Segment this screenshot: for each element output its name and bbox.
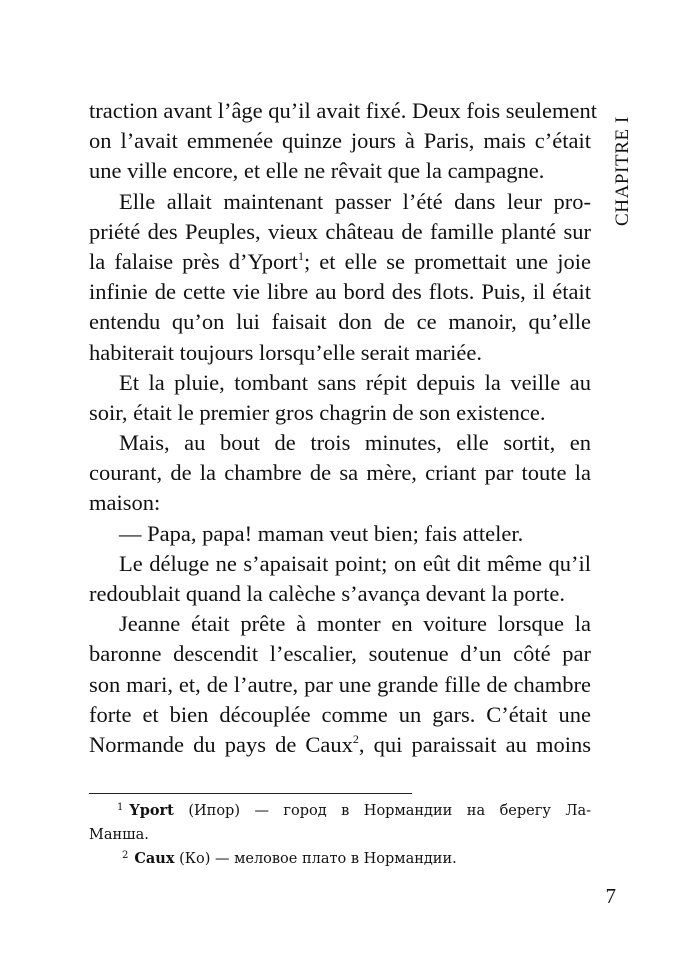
- text-line: maison:: [89, 490, 161, 516]
- footnote-2: [89, 847, 591, 871]
- text-line: courant, de la chambre de sa mère, criant par toute la: [89, 460, 591, 486]
- footnote-text: (Ипор) — город в Нормандии на берегу Ла-: [173, 803, 591, 819]
- footnote-marker: 2: [352, 731, 359, 746]
- footnote-number: 2: [122, 850, 129, 861]
- footnote-separator: [89, 793, 412, 794]
- text-line: redoublait quand la calèche s’avança devant la porte.: [89, 581, 566, 606]
- footnotes: [89, 799, 591, 871]
- text-line: [89, 730, 591, 760]
- text-line: traction avant l’âge qu’il avait fixé. Deux fois seulement: [89, 98, 597, 123]
- body-text: [89, 96, 597, 760]
- text-line: priété des Peuples, vieux château de famille planté sur: [89, 218, 591, 244]
- footnote-number: 1: [117, 802, 124, 813]
- text-line: on l’avait emmenée quinze jours à Paris, mais c’était: [89, 128, 591, 154]
- text-line: forte et bien découplée comme un gars. C’était une: [89, 701, 591, 727]
- footnote-1: [89, 799, 591, 823]
- text-line: soir, était le premier gros chagrin de son existence.: [89, 399, 546, 425]
- footnote-text: (Ко) — меловое плато в Нормандии.: [174, 851, 457, 867]
- footnote-term: Yport: [129, 802, 174, 819]
- page-number: 7: [605, 884, 616, 908]
- text-line: Jeanne était prête à monter en voiture lorsque la: [119, 611, 591, 637]
- running-head: CHAPITRE I: [612, 116, 633, 226]
- text-line: son mari, et, de l’autre, par une grande fille de chambre: [89, 671, 591, 697]
- text-line: baronne descendit l’escalier, soutenue d’un côté par: [89, 641, 591, 667]
- text-segment: , qui paraissait au moins: [358, 731, 591, 757]
- text-line: Mais, au bout de trois minutes, elle sortit, en: [119, 430, 591, 456]
- text-line: entendu qu’on lui faisait don de ce manoir, qu’elle: [89, 309, 591, 335]
- text-segment: la falaise près d’Yport: [89, 248, 298, 274]
- text-line: infinie de cette vie libre au bord des flots. Puis, il était: [89, 279, 591, 305]
- text-line: [89, 247, 591, 277]
- text-line: une ville encore, et elle ne rêvait que la campagne.: [89, 158, 545, 184]
- text-segment: ; et elle se promettait une joie: [303, 248, 591, 274]
- footnote-1-continuation: Манша.: [89, 827, 149, 843]
- text-line: habiterait toujours lorsqu’elle serait mariée.: [89, 339, 482, 365]
- text-line: Elle allait maintenant passer l’été dans leur pro-: [119, 188, 591, 214]
- footnote-term: Caux: [134, 850, 175, 867]
- text-line: — Papa, papa! maman veut bien; fais atteler.: [119, 520, 524, 546]
- text-segment: Normande du pays de Caux: [89, 731, 353, 757]
- text-line: Et la pluie, tombant sans répit depuis la veille au: [119, 369, 591, 395]
- text-line: Le déluge ne s’apaisait point; on eût dit même qu’il: [119, 550, 591, 576]
- footnote-marker: 1: [297, 248, 304, 263]
